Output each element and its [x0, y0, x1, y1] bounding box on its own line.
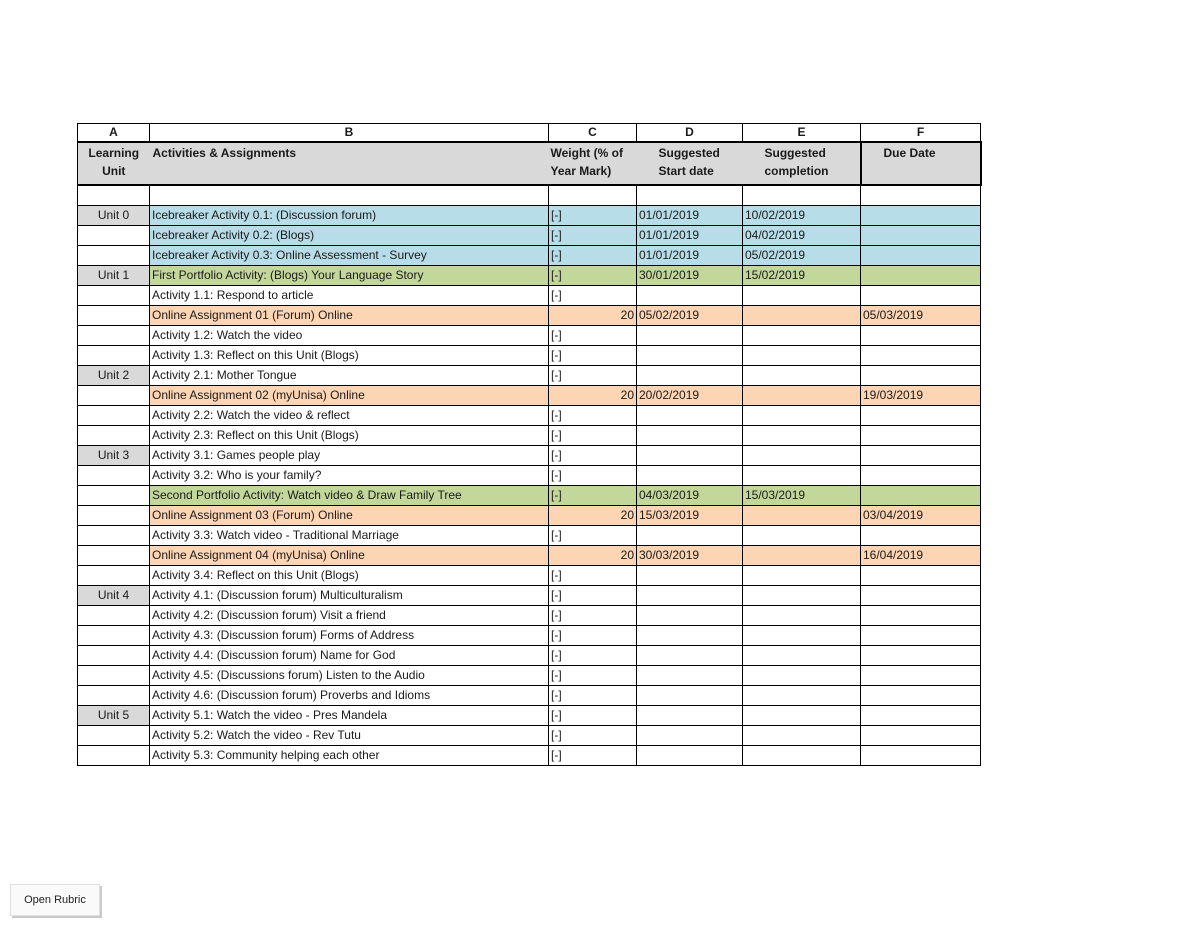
weight-cell[interactable]: [-] — [549, 246, 637, 266]
start-date-cell[interactable] — [637, 706, 743, 726]
table-row — [78, 286, 981, 306]
activity-cell[interactable]: Activity 3.4: Reflect on this Unit (Blogs) — [150, 566, 549, 586]
due-date-cell[interactable] — [861, 746, 981, 766]
table-row — [78, 466, 981, 486]
activity-cell[interactable]: Activity 1.2: Watch the video — [150, 326, 549, 346]
start-date-cell[interactable] — [637, 446, 743, 466]
table-row — [78, 406, 981, 426]
table-row — [78, 386, 981, 406]
table-row — [78, 706, 981, 726]
column-letter-a[interactable]: A — [78, 124, 150, 143]
table-row — [78, 206, 981, 226]
unit-cell[interactable] — [78, 246, 150, 266]
due-date-cell[interactable] — [861, 346, 981, 366]
due-date-cell[interactable] — [861, 486, 981, 506]
table-row — [78, 526, 981, 546]
unit-cell[interactable] — [78, 606, 150, 626]
activity-cell[interactable]: Activity 4.6: (Discussion forum) Proverbs and Idioms — [150, 686, 549, 706]
unit-cell[interactable]: Unit 4 — [78, 586, 150, 606]
completion-cell[interactable] — [743, 586, 861, 606]
unit-cell[interactable] — [78, 686, 150, 706]
spacer-row — [78, 185, 981, 206]
weight-cell[interactable]: [-] — [549, 726, 637, 746]
activity-cell[interactable]: Activity 4.1: (Discussion forum) Multiculturalism — [150, 586, 549, 606]
unit-cell[interactable] — [78, 666, 150, 686]
weight-cell[interactable]: [-] — [549, 226, 637, 246]
due-date-cell[interactable] — [861, 446, 981, 466]
start-date-cell[interactable] — [637, 586, 743, 606]
due-date-cell[interactable] — [861, 326, 981, 346]
header-activities: Activities & Assignments — [150, 142, 549, 185]
activity-cell[interactable]: Activity 3.2: Who is your family? — [150, 466, 549, 486]
weight-cell[interactable]: [-] — [549, 446, 637, 466]
completion-cell[interactable] — [743, 706, 861, 726]
activity-cell[interactable]: Activity 4.2: (Discussion forum) Visit a friend — [150, 606, 549, 626]
unit-cell[interactable] — [78, 346, 150, 366]
completion-cell[interactable] — [743, 426, 861, 446]
completion-cell[interactable] — [743, 646, 861, 666]
table-row — [78, 306, 981, 326]
unit-cell[interactable]: Unit 1 — [78, 266, 150, 286]
weight-cell[interactable]: 20 — [549, 386, 637, 406]
table-row — [78, 686, 981, 706]
start-date-cell[interactable]: 01/01/2019 — [637, 246, 743, 266]
completion-cell[interactable] — [743, 526, 861, 546]
unit-cell[interactable] — [78, 286, 150, 306]
due-date-cell[interactable] — [861, 606, 981, 626]
weight-cell[interactable]: [-] — [549, 706, 637, 726]
start-date-cell[interactable] — [637, 746, 743, 766]
completion-cell[interactable] — [743, 446, 861, 466]
table-row — [78, 746, 981, 766]
weight-cell[interactable]: [-] — [549, 686, 637, 706]
start-date-cell[interactable] — [637, 566, 743, 586]
completion-cell[interactable] — [743, 546, 861, 566]
unit-cell[interactable] — [78, 226, 150, 246]
completion-cell[interactable] — [743, 386, 861, 406]
start-date-cell[interactable] — [637, 406, 743, 426]
completion-cell[interactable]: 15/03/2019 — [743, 486, 861, 506]
header-learning-unit: Learning Unit — [78, 142, 150, 185]
completion-cell[interactable]: 10/02/2019 — [743, 206, 861, 226]
completion-cell[interactable]: 05/02/2019 — [743, 246, 861, 266]
start-date-cell[interactable] — [637, 666, 743, 686]
activity-cell[interactable]: Activity 2.2: Watch the video & reflect — [150, 406, 549, 426]
weight-cell[interactable]: [-] — [549, 266, 637, 286]
table-row — [78, 326, 981, 346]
table-row — [78, 586, 981, 606]
activity-cell[interactable]: Online Assignment 03 (Forum) Online — [150, 506, 549, 526]
completion-cell[interactable] — [743, 746, 861, 766]
weight-cell[interactable]: [-] — [549, 346, 637, 366]
start-date-cell[interactable]: 30/01/2019 — [637, 266, 743, 286]
unit-cell[interactable] — [78, 526, 150, 546]
due-date-cell[interactable] — [861, 666, 981, 686]
unit-cell[interactable] — [78, 646, 150, 666]
weight-cell[interactable]: [-] — [549, 606, 637, 626]
column-letter-c[interactable]: C — [549, 124, 637, 143]
completion-cell[interactable] — [743, 306, 861, 326]
completion-cell[interactable] — [743, 346, 861, 366]
completion-cell[interactable]: 04/02/2019 — [743, 226, 861, 246]
completion-cell[interactable] — [743, 466, 861, 486]
start-date-cell[interactable] — [637, 326, 743, 346]
start-date-cell[interactable] — [637, 646, 743, 666]
activity-cell[interactable]: Icebreaker Activity 0.1: (Discussion forum) — [150, 206, 549, 226]
due-date-cell[interactable] — [861, 286, 981, 306]
weight-cell[interactable]: [-] — [549, 406, 637, 426]
table-row — [78, 246, 981, 266]
unit-cell[interactable] — [78, 726, 150, 746]
table-row — [78, 426, 981, 446]
due-date-cell[interactable] — [861, 526, 981, 546]
due-date-cell[interactable] — [861, 646, 981, 666]
table-row — [78, 546, 981, 566]
weight-cell[interactable]: [-] — [549, 526, 637, 546]
due-date-cell[interactable] — [861, 706, 981, 726]
start-date-cell[interactable]: 05/02/2019 — [637, 306, 743, 326]
due-date-cell[interactable] — [861, 466, 981, 486]
column-letter-row — [78, 124, 981, 143]
table-row — [78, 606, 981, 626]
header-row — [78, 142, 981, 185]
column-letter-b[interactable]: B — [150, 124, 549, 143]
due-date-cell[interactable] — [861, 686, 981, 706]
due-date-cell[interactable] — [861, 566, 981, 586]
table-row — [78, 726, 981, 746]
start-date-cell[interactable]: 01/01/2019 — [637, 206, 743, 226]
table-row — [78, 486, 981, 506]
unit-cell[interactable] — [78, 326, 150, 346]
start-date-cell[interactable] — [637, 366, 743, 386]
activity-cell[interactable]: Second Portfolio Activity: Watch video & Draw Family Tree — [150, 486, 549, 506]
unit-cell[interactable] — [78, 406, 150, 426]
table-row — [78, 666, 981, 686]
column-letter-d[interactable]: D — [637, 124, 743, 143]
table-row — [78, 506, 981, 526]
start-date-cell[interactable] — [637, 346, 743, 366]
activity-cell[interactable]: Activity 4.5: (Discussions forum) Listen to the Audio — [150, 666, 549, 686]
completion-cell[interactable] — [743, 626, 861, 646]
start-date-cell[interactable]: 01/01/2019 — [637, 226, 743, 246]
activity-cell[interactable]: Activity 2.1: Mother Tongue — [150, 366, 549, 386]
table-row — [78, 226, 981, 246]
table-row — [78, 646, 981, 666]
schedule-table — [77, 123, 982, 766]
weight-cell[interactable]: 20 — [549, 306, 637, 326]
completion-cell[interactable]: 15/02/2019 — [743, 266, 861, 286]
unit-cell[interactable] — [78, 566, 150, 586]
weight-cell[interactable]: [-] — [549, 366, 637, 386]
unit-cell[interactable] — [78, 466, 150, 486]
completion-cell[interactable] — [743, 666, 861, 686]
completion-cell[interactable] — [743, 686, 861, 706]
activity-cell[interactable]: Activity 4.3: (Discussion forum) Forms of Address — [150, 626, 549, 646]
activity-cell[interactable]: Activity 4.4: (Discussion forum) Name for God — [150, 646, 549, 666]
start-date-cell[interactable] — [637, 426, 743, 446]
due-date-cell[interactable] — [861, 426, 981, 446]
header-completion: Suggested completion — [743, 142, 861, 185]
due-date-cell[interactable] — [861, 726, 981, 746]
weight-cell[interactable]: [-] — [549, 666, 637, 686]
start-date-cell[interactable] — [637, 726, 743, 746]
open-rubric-button[interactable]: Open Rubric — [10, 884, 100, 916]
completion-cell[interactable] — [743, 406, 861, 426]
due-date-cell[interactable] — [861, 626, 981, 646]
table-row — [78, 266, 981, 286]
activity-cell[interactable]: Activity 1.3: Reflect on this Unit (Blogs) — [150, 346, 549, 366]
start-date-cell[interactable]: 30/03/2019 — [637, 546, 743, 566]
unit-cell[interactable] — [78, 386, 150, 406]
column-letter-f[interactable]: F — [861, 124, 981, 143]
activity-cell[interactable]: Online Assignment 02 (myUnisa) Online — [150, 386, 549, 406]
due-date-cell[interactable] — [861, 226, 981, 246]
weight-cell[interactable]: [-] — [549, 746, 637, 766]
completion-cell[interactable] — [743, 286, 861, 306]
activity-cell[interactable]: Activity 5.3: Community helping each other — [150, 746, 549, 766]
activity-cell[interactable]: Activity 1.1: Respond to article — [150, 286, 549, 306]
weight-cell[interactable]: [-] — [549, 426, 637, 446]
unit-cell[interactable] — [78, 486, 150, 506]
unit-cell[interactable] — [78, 426, 150, 446]
due-date-cell[interactable]: 16/04/2019 — [861, 546, 981, 566]
header-start-date: Suggested Start date — [637, 142, 743, 185]
unit-cell[interactable] — [78, 546, 150, 566]
header-weight: Weight (% of Year Mark) — [549, 142, 637, 185]
unit-cell[interactable] — [78, 746, 150, 766]
activity-cell[interactable]: Activity 3.3: Watch video - Traditional Marriage — [150, 526, 549, 546]
unit-cell[interactable] — [78, 306, 150, 326]
due-date-cell[interactable]: 05/03/2019 — [861, 306, 981, 326]
weight-cell[interactable]: [-] — [549, 286, 637, 306]
due-date-cell[interactable]: 19/03/2019 — [861, 386, 981, 406]
due-date-cell[interactable]: 03/04/2019 — [861, 506, 981, 526]
completion-cell[interactable] — [743, 506, 861, 526]
weight-cell[interactable]: 20 — [549, 506, 637, 526]
completion-cell[interactable] — [743, 366, 861, 386]
activity-cell[interactable]: First Portfolio Activity: (Blogs) Your Language Story — [150, 266, 549, 286]
start-date-cell[interactable] — [637, 626, 743, 646]
completion-cell[interactable] — [743, 726, 861, 746]
unit-cell[interactable] — [78, 626, 150, 646]
start-date-cell[interactable] — [637, 466, 743, 486]
header-due-date: Due Date — [861, 142, 981, 185]
weight-cell[interactable]: [-] — [549, 586, 637, 606]
activity-cell[interactable]: Online Assignment 01 (Forum) Online — [150, 306, 549, 326]
unit-cell[interactable] — [78, 506, 150, 526]
activity-cell[interactable]: Activity 5.2: Watch the video - Rev Tutu — [150, 726, 549, 746]
due-date-cell[interactable] — [861, 246, 981, 266]
weight-cell[interactable]: [-] — [549, 646, 637, 666]
activity-cell[interactable]: Online Assignment 04 (myUnisa) Online — [150, 546, 549, 566]
completion-cell[interactable] — [743, 606, 861, 626]
start-date-cell[interactable]: 15/03/2019 — [637, 506, 743, 526]
start-date-cell[interactable]: 04/03/2019 — [637, 486, 743, 506]
unit-cell[interactable]: Unit 3 — [78, 446, 150, 466]
weight-cell[interactable]: [-] — [549, 626, 637, 646]
schedule-body — [78, 185, 981, 766]
weight-cell[interactable]: [-] — [549, 206, 637, 226]
table-row — [78, 366, 981, 386]
table-row — [78, 566, 981, 586]
table-row — [78, 446, 981, 466]
activity-cell[interactable]: Activity 2.3: Reflect on this Unit (Blogs) — [150, 426, 549, 446]
due-date-cell[interactable] — [861, 206, 981, 226]
unit-cell[interactable]: Unit 2 — [78, 366, 150, 386]
start-date-cell[interactable] — [637, 286, 743, 306]
start-date-cell[interactable] — [637, 686, 743, 706]
unit-cell[interactable]: Unit 0 — [78, 206, 150, 226]
due-date-cell[interactable] — [861, 366, 981, 386]
completion-cell[interactable] — [743, 566, 861, 586]
unit-cell[interactable]: Unit 5 — [78, 706, 150, 726]
start-date-cell[interactable]: 20/02/2019 — [637, 386, 743, 406]
weight-cell[interactable]: [-] — [549, 466, 637, 486]
start-date-cell[interactable] — [637, 526, 743, 546]
weight-cell[interactable]: [-] — [549, 566, 637, 586]
column-letter-e[interactable]: E — [743, 124, 861, 143]
due-date-cell[interactable] — [861, 266, 981, 286]
table-row — [78, 626, 981, 646]
activity-cell[interactable]: Icebreaker Activity 0.3: Online Assessment - Survey — [150, 246, 549, 266]
due-date-cell[interactable] — [861, 586, 981, 606]
weight-cell[interactable]: 20 — [549, 546, 637, 566]
weight-cell[interactable]: [-] — [549, 486, 637, 506]
weight-cell[interactable]: [-] — [549, 326, 637, 346]
start-date-cell[interactable] — [637, 606, 743, 626]
activity-cell[interactable]: Activity 3.1: Games people play — [150, 446, 549, 466]
table-row — [78, 346, 981, 366]
due-date-cell[interactable] — [861, 406, 981, 426]
completion-cell[interactable] — [743, 326, 861, 346]
activity-cell[interactable]: Icebreaker Activity 0.2: (Blogs) — [150, 226, 549, 246]
activity-cell[interactable]: Activity 5.1: Watch the video - Pres Mandela — [150, 706, 549, 726]
